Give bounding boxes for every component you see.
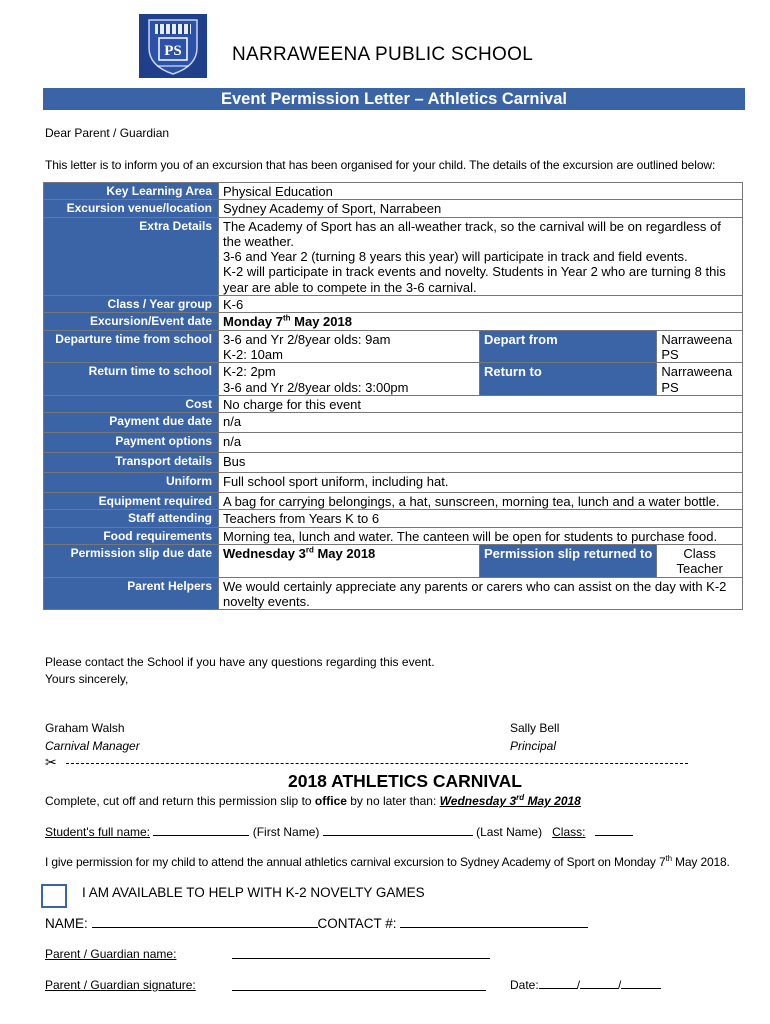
key-learning-area-value: Physical Education: [219, 183, 743, 200]
date-day-field[interactable]: [539, 988, 577, 989]
last-name-field[interactable]: [323, 835, 473, 836]
table-row: [44, 473, 743, 493]
departure-label: Departure time from school: [44, 330, 219, 363]
event-date-label: Excursion/Event date: [44, 313, 219, 330]
signatory-2-title: Principal: [510, 739, 557, 753]
table-row: [44, 395, 743, 412]
permission-statement: [45, 855, 730, 869]
table-row: [44, 493, 743, 510]
first-name-field[interactable]: [153, 835, 249, 836]
departure-line: 3-6 and Yr 2/8year olds: 9am: [223, 331, 391, 347]
date-separator: /: [576, 978, 581, 992]
slip-instr-text: Complete, cut off and return this permission slip to: [45, 794, 315, 808]
extra-details-line: K-2 will participate in track events and novelty. Students in Year 2 who are turning 8 this year are able to compete in the 3-6 carnival.: [223, 264, 726, 295]
date-label: Date:: [510, 978, 539, 992]
transport-label: Transport details: [44, 453, 219, 473]
key-learning-area-label: Key Learning Area: [44, 183, 219, 200]
contact-sentence: Please contact the School if you have any questions regarding this event.: [45, 655, 435, 669]
departure-value: [219, 330, 480, 363]
greeting: Dear Parent / Guardian: [45, 126, 170, 140]
return-time-label: Return time to school: [44, 363, 219, 396]
slip-title: 2018 ATHLETICS CARNIVAL: [287, 771, 522, 791]
equipment-label: Equipment required: [44, 493, 219, 510]
table-row: [44, 296, 743, 313]
helper-contact-row: [45, 916, 588, 931]
slip-due-day: Wednesday 3: [223, 546, 306, 562]
slip-returned-label: Permission slip returned to: [480, 545, 657, 578]
uniform-value: Full school sport uniform, including hat.: [219, 473, 743, 493]
table-row: [44, 217, 743, 295]
return-to-label: Return to: [480, 363, 657, 396]
cost-value: No charge for this event: [219, 395, 743, 412]
signatory-1-name: Graham Walsh: [45, 721, 125, 735]
event-date-day: Monday 7: [223, 314, 283, 330]
signatory-2-name: Sally Bell: [510, 721, 560, 735]
permission-suffix: th: [665, 854, 672, 863]
sign-off: Yours sincerely,: [45, 672, 129, 686]
slip-due-rest: May 2018: [313, 546, 376, 562]
guardian-name-label: [45, 947, 176, 961]
extra-details-line: The Academy of Sport has an all-weather track, so the carnival will be on regardless of the weather.: [223, 218, 721, 249]
signatory-1-title: Carnival Manager: [45, 739, 140, 753]
cost-label: Cost: [44, 395, 219, 412]
staff-value: Teachers from Years K to 6: [219, 510, 743, 527]
event-date-suffix: th: [282, 314, 291, 324]
slip-instr-date: Wednesday 3: [439, 794, 517, 808]
slip-returned-value: Class Teacher: [657, 545, 743, 578]
venue-value: Sydney Academy of Sport, Narrabeen: [219, 200, 743, 217]
guardian-signature-field[interactable]: [232, 990, 486, 991]
slip-due-suffix: rd: [305, 545, 314, 555]
table-row: [44, 510, 743, 527]
depart-from-value: Narraweena PS: [657, 330, 743, 363]
permission-text: I give permission for my child to attend the annual athletics carnival excursion to Sydney Academy of Sport on Monday 7: [45, 855, 666, 869]
svg-text:PS: PS: [164, 43, 182, 59]
return-time-line: 3-6 and Yr 2/8year olds: 3:00pm: [223, 379, 409, 395]
date-month-field[interactable]: [580, 988, 618, 989]
slip-instr-text: by no later than:: [346, 794, 440, 808]
slip-instructions: [45, 794, 581, 808]
extra-details-value: [219, 217, 743, 295]
guardian-signature-text: Parent / Guardian signature:: [45, 978, 196, 992]
departure-line: K-2: 10am: [223, 346, 283, 362]
table-row: [44, 453, 743, 473]
venue-label: Excursion venue/location: [44, 200, 219, 217]
cut-line: [66, 763, 688, 764]
scissors-icon: ✂: [45, 754, 57, 770]
slip-instr-date-rest: May 2018: [524, 794, 581, 808]
class-field[interactable]: [595, 835, 633, 836]
permission-text: May 2018.: [671, 855, 730, 869]
table-row: [44, 313, 743, 330]
table-row: [44, 183, 743, 200]
helpers-value: We would certainly appreciate any parents or carers who can assist on the day with K-2 novelty events.: [219, 577, 743, 610]
food-label: Food requirements: [44, 527, 219, 544]
helper-contact-field[interactable]: [400, 927, 588, 928]
depart-from-label: Depart from: [480, 330, 657, 363]
table-row: [44, 577, 743, 610]
table-row: [44, 433, 743, 453]
school-name: NARRAWEENA PUBLIC SCHOOL: [232, 44, 534, 65]
guardian-name-field[interactable]: [232, 958, 490, 959]
school-crest-logo: [139, 14, 207, 78]
slip-instr-suffix: rd: [516, 793, 525, 802]
class-label: Class:: [552, 825, 586, 839]
class-group-label: Class / Year group: [44, 296, 219, 313]
event-date-rest: May 2018: [290, 314, 352, 330]
helpers-label: Parent Helpers: [44, 577, 219, 610]
uniform-label: Uniform: [44, 473, 219, 493]
table-row: [44, 200, 743, 217]
helper-contact-label: CONTACT #:: [317, 916, 397, 931]
food-value: Morning tea, lunch and water. The canteen will be open for students to purchase food.: [219, 527, 743, 544]
return-time-value: [219, 363, 480, 396]
table-row: [44, 413, 743, 433]
payment-options-label: Payment options: [44, 433, 219, 453]
date-separator: /: [618, 978, 622, 992]
staff-label: Staff attending: [44, 510, 219, 527]
extra-details-line: 3-6 and Year 2 (turning 8 years this year) will participate in track and field events.: [223, 249, 688, 265]
class-group-value: K-6: [219, 296, 743, 313]
last-name-label: (Last Name): [476, 825, 543, 839]
payment-due-label: Payment due date: [44, 413, 219, 433]
helper-name-label: NAME:: [45, 916, 88, 931]
equipment-value: A bag for carrying belongings, a hat, sunscreen, morning tea, lunch and a water bottle.: [219, 493, 743, 510]
payment-options-value: n/a: [219, 433, 743, 453]
table-row: [44, 545, 743, 578]
helper-name-field[interactable]: [92, 927, 318, 928]
guardian-signature-label: [45, 978, 196, 992]
payment-due-value: n/a: [219, 413, 743, 433]
slip-instr-office: office: [314, 794, 347, 808]
table-row: [44, 363, 743, 396]
letter-title: Event Permission Letter – Athletics Carnival: [43, 88, 745, 110]
excursion-details-table: [43, 182, 743, 610]
table-row: [44, 330, 743, 363]
extra-details-label: Extra Details: [44, 217, 219, 295]
return-time-line: K-2: 2pm: [223, 364, 276, 380]
first-name-label: (First Name): [252, 825, 320, 839]
event-date-value: [219, 313, 743, 330]
transport-value: Bus: [219, 453, 743, 473]
intro-sentence: This letter is to inform you of an excursion that has been organised for your child. The details of the excursion are outlined below:: [45, 158, 716, 172]
date-row: [510, 978, 661, 992]
date-year-field[interactable]: [621, 988, 661, 989]
table-row: [44, 527, 743, 544]
available-checkbox[interactable]: [41, 884, 67, 908]
slip-due-label: Permission slip due date: [44, 545, 219, 578]
student-name-row: [45, 825, 633, 839]
student-name-label: Student's full name:: [45, 825, 151, 839]
available-label: I AM AVAILABLE TO HELP WITH K-2 NOVELTY GAMES: [82, 885, 425, 900]
guardian-name-text: Parent / Guardian name:: [45, 947, 177, 961]
slip-due-value: [219, 545, 480, 578]
return-to-value: Narraweena PS: [657, 363, 743, 396]
